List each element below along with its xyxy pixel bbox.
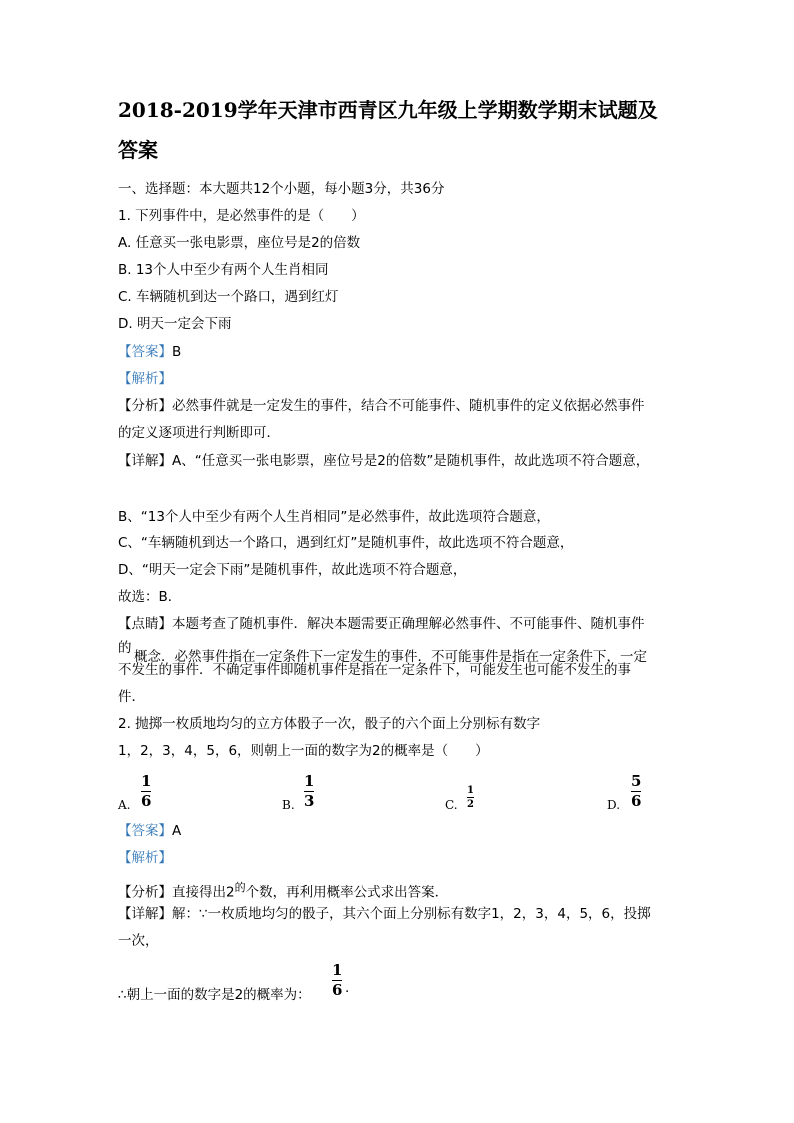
- q1-detail-c: C、“车辆随机到达一个路口，遇到红灯”是随机事件，故此选项不符合题意，: [118, 535, 574, 551]
- q1-fenxi-cont: 的定义逐项进行判断即可．: [118, 425, 280, 441]
- numerator: 1: [304, 772, 315, 790]
- q2-option-d-fraction: [631, 773, 641, 810]
- q2-option-b-fraction: [304, 773, 314, 810]
- xiangjie-text: 解：∵一枚质地均匀的骰子，其六个面上分别标有数字1，2，3，4，5，6，投掷: [172, 906, 651, 922]
- q1-option-c: C. 车辆随机到达一个路口，遇到红灯: [118, 289, 339, 305]
- q2-option-b-label: B.: [282, 798, 295, 812]
- q1-xiangjie: [118, 453, 649, 469]
- xiangjie-tag: 【详解】: [118, 906, 172, 922]
- q2-conclusion: ∴朝上一面的数字是2的概率为：: [118, 987, 311, 1003]
- doc-title: 2018-2019学年天津市西青区九年级上学期数学期末试题及: [118, 98, 658, 122]
- q1-fenxi: [118, 398, 645, 414]
- fenxi-sup: 的: [234, 881, 246, 894]
- fenxi-text-cont: 个数，再利用概率公式求出答案．: [245, 884, 449, 901]
- q1-detail-b: B、“13个人中至少有两个人生肖相同”是必然事件，故此选项符合题意，: [118, 509, 550, 525]
- fenxi-tag: 【分析】: [118, 398, 172, 414]
- answer-value: B: [172, 344, 182, 360]
- q1-analysis-tag: 【解析】: [118, 371, 172, 387]
- numerator: 5: [631, 772, 642, 790]
- q2-option-d-label: D.: [607, 798, 621, 812]
- denominator: 2: [467, 799, 474, 810]
- fenxi-text: 直接得出2: [172, 884, 235, 901]
- q1-dianjing: [118, 616, 645, 632]
- answer-tag: 【答案】: [118, 823, 172, 839]
- q2-result-fraction: [332, 962, 342, 999]
- xiangjie-text: A、“任意买一张电影票，座位号是2的倍数”是随机事件，故此选项不符合题意，: [172, 453, 650, 469]
- q1-option-d: D. 明天一定会下雨: [118, 316, 232, 332]
- fenxi-text: 必然事件就是一定发生的事件，结合不可能事件、随机事件的定义依据必然事件: [172, 398, 645, 414]
- dianjing-tag: 【点睛】: [118, 616, 172, 632]
- q1-stem: 1. 下列事件中，是必然事件的是（ ）: [118, 208, 365, 224]
- q2-option-a-label: A.: [118, 798, 131, 812]
- q1-dianjing-de: 的: [118, 640, 132, 656]
- xiangjie-tag: 【详解】: [118, 453, 172, 469]
- numerator: 1: [332, 961, 343, 979]
- doc-title-cont: 答案: [118, 138, 158, 162]
- q1-dianjing-4: 件．: [118, 689, 145, 705]
- denominator: 6: [631, 792, 642, 810]
- q2-stem: 2. 抛掷一枚质地均匀的立方体骰子一次，骰子的六个面上分别标有数字: [118, 716, 541, 732]
- q1-dianjing-2: 概念．必然事件指在一定条件下一定发生的事件．不可能事件是指在一定条件下，一定: [134, 649, 647, 665]
- answer-tag: 【答案】: [118, 344, 172, 360]
- q1-answer: [118, 344, 181, 360]
- q1-conclusion: 故选：B．: [118, 589, 182, 605]
- denominator: 6: [332, 981, 343, 999]
- q2-xiangjie-cont: 一次，: [118, 933, 159, 949]
- q2-xiangjie: [118, 906, 651, 922]
- q2-stem-cont: 1，2，3，4，5，6，则朝上一面的数字为2的概率是（ ）: [118, 743, 489, 759]
- q2-option-c-label: C.: [445, 798, 458, 812]
- q2-option-a-fraction: [141, 773, 151, 810]
- q1-detail-d: D、“明天一定会下雨”是随机事件，故此选项不符合题意，: [118, 562, 467, 578]
- denominator: 6: [141, 792, 152, 810]
- q2-analysis-tag: 【解析】: [118, 850, 172, 866]
- fenxi-tag: 【分析】: [118, 884, 172, 901]
- numerator: 1: [467, 785, 474, 796]
- q1-dianjing-3: 不发生的事件．不确定事件即随机事件是指在一定条件下，可能发生也可能不发生的事: [118, 662, 631, 678]
- q2-period: .: [345, 980, 350, 996]
- numerator: 1: [141, 772, 152, 790]
- q1-option-a: A. 任意买一张电影票，座位号是2的倍数: [118, 235, 361, 251]
- q2-answer: [118, 823, 181, 839]
- answer-value: A: [172, 823, 182, 839]
- dianjing-text: 本题考查了随机事件．解决本题需要正确理解必然事件、不可能事件、随机事件: [172, 616, 645, 632]
- q2-fenxi: [118, 880, 448, 901]
- denominator: 3: [304, 792, 315, 810]
- section-heading: 一、选择题：本大题共12个小题，每小题3分，共36分: [118, 181, 445, 197]
- q1-option-b: B. 13个人中至少有两个人生肖相同: [118, 262, 329, 278]
- q2-option-c-fraction: [467, 785, 474, 810]
